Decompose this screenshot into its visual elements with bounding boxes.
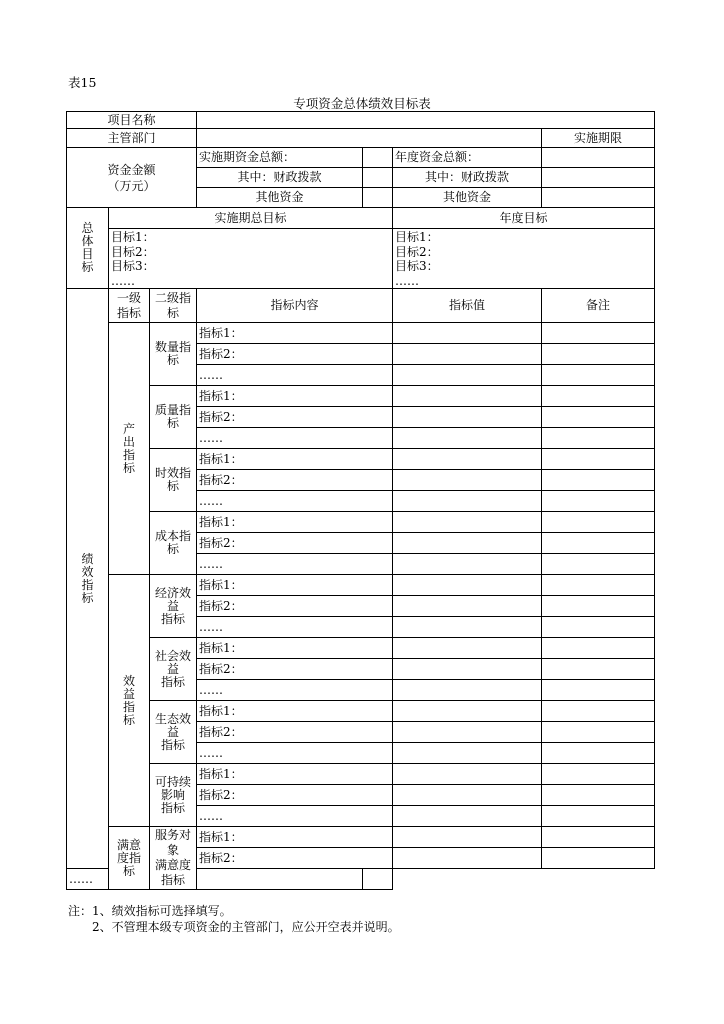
indicator-row[interactable]: 指标2： (197, 848, 393, 869)
indicator-row[interactable]: 指标1： (197, 575, 393, 596)
cost-indicator-label: 成本指 标 (150, 512, 197, 575)
remark-cell[interactable] (542, 407, 655, 428)
output-indicator-label: 产 出 指 标 (109, 323, 150, 575)
indicator-row[interactable]: 指标2： (197, 596, 393, 617)
period-other-label: 其他资金 (197, 188, 363, 208)
annual-fiscal-label: 其中：财政拨款 (393, 168, 542, 188)
remark-cell[interactable] (542, 575, 655, 596)
remark-cell[interactable] (542, 554, 655, 575)
service-satisfaction-label: 服务对 象 满意度 指标 (150, 827, 197, 890)
value-cell[interactable] (393, 659, 542, 680)
remark-cell[interactable] (542, 617, 655, 638)
indicator-row[interactable]: 指标1： (197, 701, 393, 722)
period-total-label: 实施期资金总额： (197, 148, 363, 168)
quality-indicator-label: 质量指 标 (150, 386, 197, 449)
remark-cell[interactable] (363, 869, 393, 890)
value-cell[interactable] (393, 827, 542, 848)
funds-label: 资金金额 （万元） (67, 148, 197, 208)
value-cell[interactable] (393, 344, 542, 365)
indicator-row[interactable]: …… (197, 680, 393, 701)
indicator-row[interactable]: 指标2： (197, 533, 393, 554)
indicator-row[interactable]: 指标1： (197, 827, 393, 848)
value-cell[interactable] (197, 869, 363, 890)
indicator-row[interactable]: 指标1： (197, 449, 393, 470)
notes (68, 903, 400, 935)
value-cell[interactable] (393, 407, 542, 428)
period-fiscal-label: 其中：财政拨款 (197, 168, 363, 188)
indicator-row[interactable]: …… (197, 554, 393, 575)
remark-cell[interactable] (542, 722, 655, 743)
social-benefit-label: 社会效 益 指标 (150, 638, 197, 701)
remark-cell[interactable] (542, 323, 655, 344)
value-cell[interactable] (393, 554, 542, 575)
indicator-row[interactable]: …… (197, 743, 393, 764)
level1-header: 一级 指标 (109, 289, 150, 323)
indicator-row[interactable]: 指标1： (197, 638, 393, 659)
timeliness-indicator-label: 时效指 标 (150, 449, 197, 512)
value-cell[interactable] (393, 680, 542, 701)
department-label: 主管部门 (67, 129, 197, 148)
project-name-label: 项目名称 (67, 112, 197, 129)
value-cell[interactable] (393, 575, 542, 596)
indicator-row[interactable]: …… (197, 806, 393, 827)
satisfaction-indicator-label: 满意 度指 标 (109, 827, 150, 890)
quantity-indicator-label: 数量指 标 (150, 323, 197, 386)
remark-cell[interactable] (542, 449, 655, 470)
indicator-row[interactable]: 指标2： (197, 470, 393, 491)
remark-cell[interactable] (542, 743, 655, 764)
value-cell[interactable] (393, 533, 542, 554)
value-cell[interactable] (393, 449, 542, 470)
sustainability-label: 可持续 影响 指标 (150, 764, 197, 827)
remark-cell[interactable] (542, 680, 655, 701)
indicator-row[interactable]: …… (197, 617, 393, 638)
remark-cell[interactable] (542, 827, 655, 848)
remark-cell[interactable] (542, 701, 655, 722)
value-cell[interactable] (393, 365, 542, 386)
remark-cell[interactable] (542, 470, 655, 491)
value-cell[interactable] (393, 806, 542, 827)
table-number: 表15 (68, 75, 97, 90)
value-cell[interactable] (393, 596, 542, 617)
indicator-row[interactable]: 指标2： (197, 344, 393, 365)
value-header: 指标值 (393, 289, 542, 323)
indicator-row[interactable]: 指标1： (197, 512, 393, 533)
annual-total-label: 年度资金总额： (393, 148, 542, 168)
value-cell[interactable] (393, 428, 542, 449)
value-cell[interactable] (393, 701, 542, 722)
note-2: 2、不管理本级专项资金的主管部门，应公开空表并说明。 (92, 920, 400, 934)
remark-cell[interactable] (542, 344, 655, 365)
remark-cell[interactable] (542, 533, 655, 554)
value-cell[interactable] (393, 386, 542, 407)
benefit-indicator-label: 效 益 指 标 (109, 575, 150, 827)
overall-goal-label: 总 体 目 标 (67, 208, 109, 289)
remark-header: 备注 (542, 289, 655, 323)
value-cell[interactable] (393, 491, 542, 512)
value-cell[interactable] (393, 722, 542, 743)
ecological-benefit-label: 生态效 益 指标 (150, 701, 197, 764)
indicator-row[interactable]: 指标1： (197, 386, 393, 407)
annual-fiscal-field[interactable] (542, 168, 655, 188)
period-goal-field[interactable]: 目标1： 目标2： 目标3： …… (109, 229, 393, 289)
remark-cell[interactable] (542, 428, 655, 449)
annual-goal-field[interactable]: 目标1： 目标2： 目标3： …… (393, 229, 655, 289)
remark-cell[interactable] (542, 512, 655, 533)
remark-cell[interactable] (542, 848, 655, 869)
economic-benefit-label: 经济效 益 指标 (150, 575, 197, 638)
annual-total-field[interactable] (542, 148, 655, 168)
remark-cell[interactable] (542, 596, 655, 617)
level2-header: 二级指 标 (150, 289, 197, 323)
value-cell[interactable] (393, 470, 542, 491)
value-cell[interactable] (393, 512, 542, 533)
period-other-field[interactable] (363, 188, 393, 208)
indicator-row[interactable]: 指标1： (197, 764, 393, 785)
remark-cell[interactable] (542, 365, 655, 386)
performance-indicator-label: 绩 效 指 标 (67, 289, 109, 869)
remark-cell[interactable] (542, 659, 655, 680)
indicator-row[interactable]: …… (197, 428, 393, 449)
content-header: 指标内容 (197, 289, 393, 323)
remark-cell[interactable] (542, 638, 655, 659)
document-title: 专项资金总体绩效目标表 (293, 96, 431, 111)
annual-goal-header: 年度目标 (393, 208, 655, 229)
value-cell[interactable] (393, 848, 542, 869)
period-label: 实施期限 (542, 129, 655, 148)
annual-other-field[interactable] (542, 188, 655, 208)
remark-cell[interactable] (542, 491, 655, 512)
indicator-row[interactable]: 指标2： (197, 659, 393, 680)
value-cell[interactable] (393, 617, 542, 638)
remark-cell[interactable] (542, 806, 655, 827)
remark-cell[interactable] (542, 785, 655, 806)
performance-target-table (66, 111, 655, 890)
value-cell[interactable] (393, 638, 542, 659)
value-cell[interactable] (393, 785, 542, 806)
indicator-row[interactable]: 指标1： (197, 323, 393, 344)
note-1: 注：1、绩效指标可选择填写。 (68, 904, 232, 918)
remark-cell[interactable] (542, 764, 655, 785)
project-name-field[interactable] (197, 112, 655, 129)
period-total-field[interactable] (363, 148, 393, 168)
indicator-row[interactable]: …… (67, 869, 150, 890)
period-fiscal-field[interactable] (363, 168, 393, 188)
annual-other-label: 其他资金 (393, 188, 542, 208)
value-cell[interactable] (393, 743, 542, 764)
remark-cell[interactable] (542, 386, 655, 407)
department-field[interactable] (197, 129, 542, 148)
indicator-row[interactable]: …… (197, 365, 393, 386)
value-cell[interactable] (393, 323, 542, 344)
indicator-row[interactable]: 指标2： (197, 785, 393, 806)
indicator-row[interactable]: 指标2： (197, 407, 393, 428)
value-cell[interactable] (393, 764, 542, 785)
indicator-row[interactable]: 指标2： (197, 722, 393, 743)
indicator-row[interactable]: …… (197, 491, 393, 512)
period-goal-header: 实施期总目标 (109, 208, 393, 229)
